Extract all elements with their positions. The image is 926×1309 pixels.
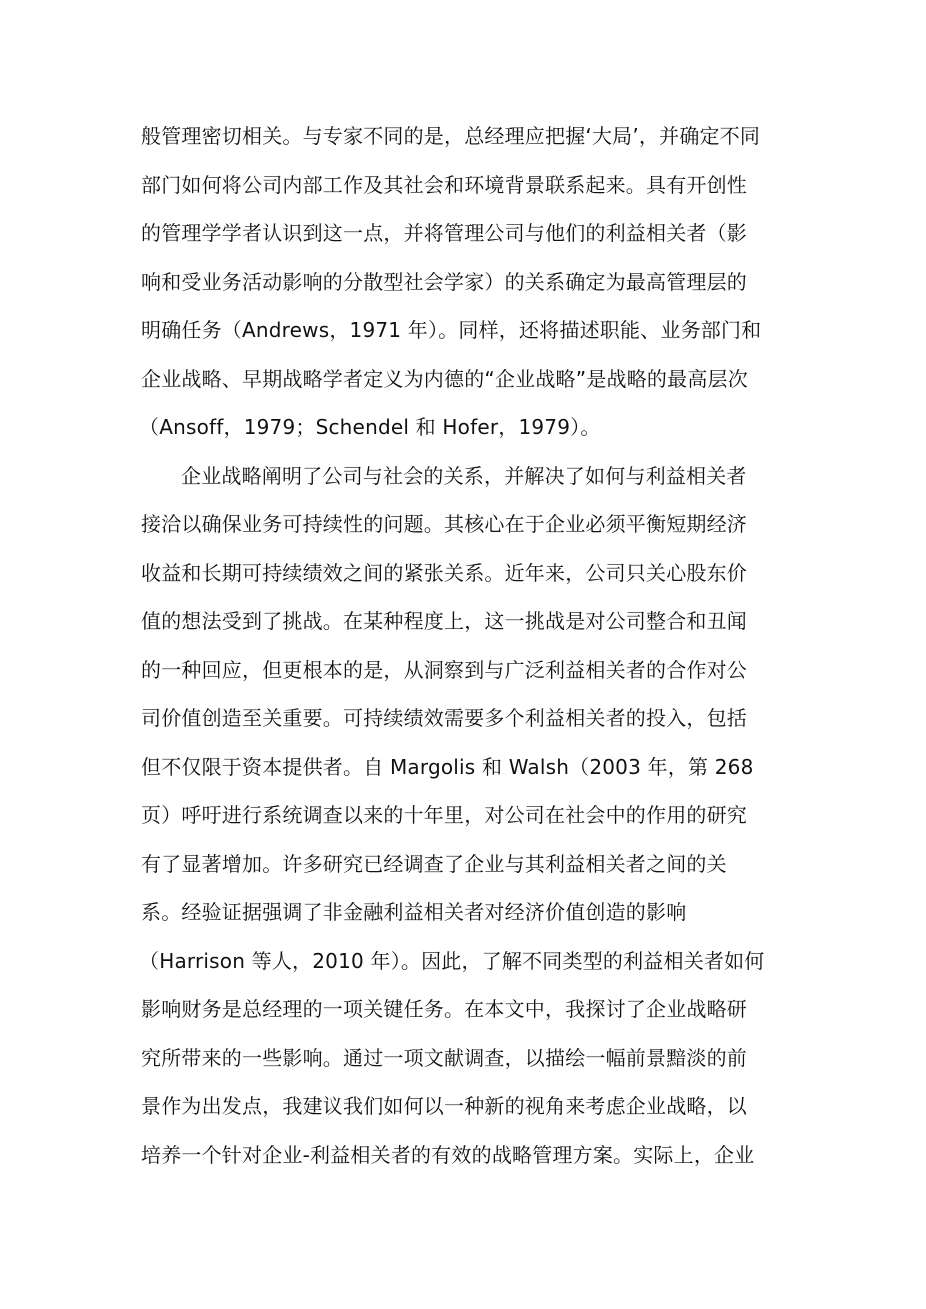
text-line: 的一种回应，但更根本的是，从洞察到与广泛利益相关者的合作对公: [141, 657, 747, 682]
text-line: 景作为出发点，我建议我们如何以一种新的视角来考虑企业战略，以: [141, 1094, 747, 1118]
text-line: 司价值创造至关重要。可持续绩效需要多个利益相关者的投入，包括: [141, 706, 747, 730]
text-line: 接洽以确保业务可持续性的问题。其核心在于企业必须平衡短期经济: [141, 512, 747, 536]
text-line: （Ansoff，1979；Schendel 和 Hofer，1979）。: [139, 415, 601, 439]
text-line: 页）呼吁进行系统调查以来的十年里，对公司在社会中的作用的研究: [141, 803, 747, 827]
text-line: 值的想法受到了挑战。在某种程度上，这一挑战是对公司整合和丑闻: [141, 609, 747, 633]
text-line: 收益和长期可持续绩效之间的紧张关系。近年来，公司只关心股东价: [141, 560, 747, 585]
text-line: 系。经验证据强调了非金融利益相关者对经济价值创造的影响: [141, 900, 687, 924]
text-line: 部门如何将公司内部工作及其社会和环境背景联系起来。具有开创性: [141, 172, 747, 197]
text-line: （Harrison 等人，2010 年）。因此，了解不同类型的利益相关者如何: [139, 948, 765, 973]
text-line: 培养一个针对企业-利益相关者的有效的战略管理方案。实际上，企业: [141, 1142, 755, 1167]
text-line: 的管理学学者认识到这一点，并将管理公司与他们的利益相关者（影: [141, 221, 747, 245]
paragraph-2: [141, 452, 801, 1180]
text-line: 响和受业务活动影响的分散型社会学家）的关系确定为最高管理层的: [141, 269, 747, 294]
text-line: 究所带来的一些影响。通过一项文献调查，以描绘一幅前景黯淡的前: [141, 1045, 747, 1070]
text-line: 但不仅限于资本提供者。自 Margolis 和 Walsh（2003 年，第 268: [141, 754, 754, 779]
text-line: 有了显著增加。许多研究已经调查了企业与其利益相关者之间的关: [141, 851, 727, 876]
text-line: 企业战略阐明了公司与社会的关系，并解决了如何与利益相关者: [181, 463, 747, 488]
text-line: 般管理密切相关。与专家不同的是，总经理应把握‘大局’，并确定不同: [141, 124, 761, 148]
paragraph-1: [141, 112, 801, 452]
text-line: 明确任务（Andrews，1971 年）。同样，还将描述职能、业务部门和: [141, 318, 762, 342]
body-text: [141, 112, 801, 1179]
text-line: 影响财务是总经理的一项关键任务。在本文中，我探讨了企业战略研: [141, 997, 747, 1021]
text-line: 企业战略、早期战略学者定义为内德的“企业战略”是战略的最高层次: [141, 366, 748, 391]
